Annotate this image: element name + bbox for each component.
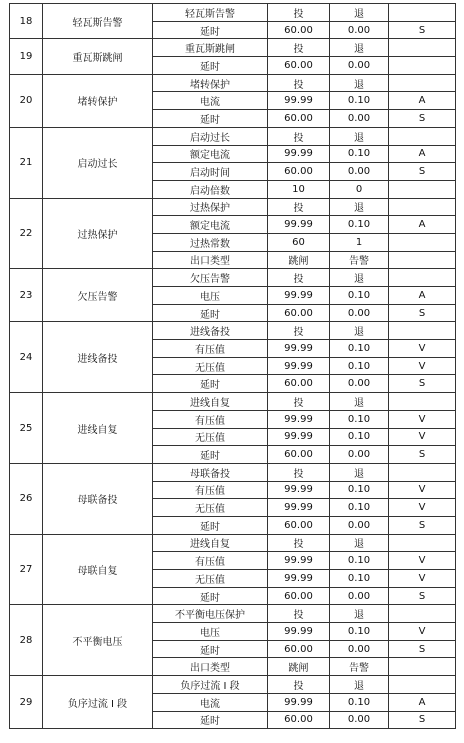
upper-value: 60.00: [268, 57, 330, 75]
unit: V: [389, 428, 456, 446]
unit: [389, 39, 456, 57]
lower-value: 0.00: [330, 110, 389, 128]
lower-value: 0.10: [330, 340, 389, 358]
row-number: 29: [10, 676, 43, 729]
upper-value: 60.00: [268, 640, 330, 658]
param-name: 轻瓦斯告警: [153, 4, 268, 22]
param-name: 电流: [153, 693, 268, 711]
upper-value: 99.99: [268, 340, 330, 358]
unit: [389, 658, 456, 676]
table-row: [10, 322, 456, 340]
lower-value: 0.00: [330, 640, 389, 658]
param-name: 进线自复: [153, 393, 268, 411]
unit: [389, 180, 456, 198]
function-name: 负序过流 I 段: [43, 676, 153, 729]
param-name: 有压值: [153, 410, 268, 428]
lower-value: 0.10: [330, 357, 389, 375]
lower-value: 退: [330, 676, 389, 694]
lower-value: 0.10: [330, 570, 389, 588]
upper-value: 99.99: [268, 623, 330, 641]
param-name: 进线备投: [153, 322, 268, 340]
param-name: 无压值: [153, 357, 268, 375]
unit: [389, 534, 456, 552]
unit: A: [389, 145, 456, 163]
table-row: [10, 676, 456, 694]
row-number: 23: [10, 269, 43, 322]
upper-value: 投: [268, 605, 330, 623]
unit: V: [389, 552, 456, 570]
row-number: 19: [10, 39, 43, 74]
upper-value: 99.99: [268, 287, 330, 305]
upper-value: 99.99: [268, 216, 330, 234]
lower-value: 退: [330, 74, 389, 92]
table-row: [10, 39, 456, 57]
upper-value: 99.99: [268, 570, 330, 588]
lower-value: 0.10: [330, 428, 389, 446]
lower-value: 0.00: [330, 587, 389, 605]
unit: V: [389, 570, 456, 588]
lower-value: 0.00: [330, 163, 389, 181]
upper-value: 99.99: [268, 92, 330, 110]
upper-value: 99.99: [268, 145, 330, 163]
row-number: 26: [10, 463, 43, 534]
param-name: 延时: [153, 21, 268, 39]
unit: S: [389, 110, 456, 128]
lower-value: 0.10: [330, 410, 389, 428]
row-number: 20: [10, 74, 43, 127]
unit: [389, 322, 456, 340]
table-row: [10, 534, 456, 552]
unit: [389, 233, 456, 251]
param-name: 启动过长: [153, 127, 268, 145]
lower-value: 0.10: [330, 693, 389, 711]
table-row: [10, 198, 456, 216]
upper-value: 投: [268, 534, 330, 552]
unit: [389, 251, 456, 269]
param-name: 电压: [153, 623, 268, 641]
upper-value: 投: [268, 463, 330, 481]
lower-value: 0.00: [330, 516, 389, 534]
lower-value: 退: [330, 269, 389, 287]
function-name: 母联备投: [43, 463, 153, 534]
upper-value: 60.00: [268, 163, 330, 181]
function-name: 不平衡电压: [43, 605, 153, 676]
unit: [389, 393, 456, 411]
upper-value: 99.99: [268, 499, 330, 517]
upper-value: 60: [268, 233, 330, 251]
unit: S: [389, 163, 456, 181]
upper-value: 99.99: [268, 357, 330, 375]
param-name: 电压: [153, 287, 268, 305]
table-body: [10, 4, 456, 729]
param-name: 延时: [153, 57, 268, 75]
param-name: 过热常数: [153, 233, 268, 251]
table-row: [10, 463, 456, 481]
lower-value: 退: [330, 39, 389, 57]
function-name: 过热保护: [43, 198, 153, 269]
param-name: 电流: [153, 92, 268, 110]
function-name: 母联自复: [43, 534, 153, 605]
unit: S: [389, 516, 456, 534]
upper-value: 99.99: [268, 428, 330, 446]
lower-value: 1: [330, 233, 389, 251]
function-name: 轻瓦斯告警: [43, 4, 153, 39]
unit: [389, 57, 456, 75]
param-name: 无压值: [153, 499, 268, 517]
param-name: 延时: [153, 587, 268, 605]
lower-value: 告警: [330, 251, 389, 269]
unit: [389, 127, 456, 145]
row-number: 18: [10, 4, 43, 39]
upper-value: 跳闸: [268, 658, 330, 676]
unit: S: [389, 375, 456, 393]
param-name: 过热保护: [153, 198, 268, 216]
upper-value: 60.00: [268, 446, 330, 464]
upper-value: 10: [268, 180, 330, 198]
unit: S: [389, 304, 456, 322]
upper-value: 投: [268, 127, 330, 145]
table-row: [10, 269, 456, 287]
param-name: 延时: [153, 375, 268, 393]
table-row: [10, 4, 456, 22]
unit: S: [389, 711, 456, 729]
param-name: 母联备投: [153, 463, 268, 481]
upper-value: 60.00: [268, 110, 330, 128]
upper-value: 60.00: [268, 587, 330, 605]
upper-value: 99.99: [268, 552, 330, 570]
unit: [389, 74, 456, 92]
param-name: 堵转保护: [153, 74, 268, 92]
unit: [389, 198, 456, 216]
param-name: 额定电流: [153, 216, 268, 234]
function-name: 进线自复: [43, 393, 153, 464]
lower-value: 0.10: [330, 499, 389, 517]
lower-value: 0.10: [330, 92, 389, 110]
unit: V: [389, 357, 456, 375]
lower-value: 0.00: [330, 711, 389, 729]
upper-value: 投: [268, 322, 330, 340]
param-name: 有压值: [153, 552, 268, 570]
upper-value: 60.00: [268, 304, 330, 322]
param-name: 有压值: [153, 340, 268, 358]
unit: A: [389, 92, 456, 110]
upper-value: 投: [268, 393, 330, 411]
param-name: 进线自复: [153, 534, 268, 552]
lower-value: 0.00: [330, 375, 389, 393]
param-name: 无压值: [153, 570, 268, 588]
param-name: 欠压告警: [153, 269, 268, 287]
param-name: 延时: [153, 711, 268, 729]
param-name: 出口类型: [153, 658, 268, 676]
upper-value: 60.00: [268, 375, 330, 393]
param-name: 出口类型: [153, 251, 268, 269]
function-name: 堵转保护: [43, 74, 153, 127]
upper-value: 投: [268, 676, 330, 694]
param-name: 有压值: [153, 481, 268, 499]
lower-value: 退: [330, 322, 389, 340]
lower-value: 0.10: [330, 287, 389, 305]
upper-value: 投: [268, 198, 330, 216]
lower-value: 0.10: [330, 552, 389, 570]
upper-value: 99.99: [268, 481, 330, 499]
unit: V: [389, 499, 456, 517]
param-name: 延时: [153, 110, 268, 128]
lower-value: 退: [330, 605, 389, 623]
param-name: 延时: [153, 446, 268, 464]
lower-value: 退: [330, 534, 389, 552]
unit: V: [389, 340, 456, 358]
unit: S: [389, 640, 456, 658]
upper-value: 60.00: [268, 516, 330, 534]
upper-value: 投: [268, 4, 330, 22]
table-row: [10, 74, 456, 92]
unit: [389, 269, 456, 287]
row-number: 22: [10, 198, 43, 269]
lower-value: 退: [330, 198, 389, 216]
function-name: 启动过长: [43, 127, 153, 198]
function-name: 进线备投: [43, 322, 153, 393]
lower-value: 退: [330, 127, 389, 145]
param-name: 启动时间: [153, 163, 268, 181]
param-name: 重瓦斯跳闸: [153, 39, 268, 57]
unit: [389, 463, 456, 481]
upper-value: 60.00: [268, 711, 330, 729]
function-name: 重瓦斯跳闸: [43, 39, 153, 74]
row-number: 24: [10, 322, 43, 393]
unit: S: [389, 21, 456, 39]
function-name: 欠压告警: [43, 269, 153, 322]
unit: V: [389, 481, 456, 499]
unit: [389, 676, 456, 694]
param-name: 延时: [153, 304, 268, 322]
unit: [389, 4, 456, 22]
upper-value: 跳闸: [268, 251, 330, 269]
param-name: 负序过流 I 段: [153, 676, 268, 694]
upper-value: 99.99: [268, 410, 330, 428]
row-number: 21: [10, 127, 43, 198]
param-name: 启动倍数: [153, 180, 268, 198]
unit: S: [389, 587, 456, 605]
upper-value: 投: [268, 74, 330, 92]
upper-value: 99.99: [268, 693, 330, 711]
param-name: 不平衡电压保护: [153, 605, 268, 623]
lower-value: 退: [330, 4, 389, 22]
upper-value: 投: [268, 269, 330, 287]
param-name: 无压值: [153, 428, 268, 446]
lower-value: 告警: [330, 658, 389, 676]
unit: V: [389, 410, 456, 428]
table-row: [10, 127, 456, 145]
lower-value: 0.10: [330, 216, 389, 234]
lower-value: 退: [330, 463, 389, 481]
protection-settings-table: [9, 3, 456, 729]
unit: A: [389, 287, 456, 305]
lower-value: 0.00: [330, 57, 389, 75]
unit: S: [389, 446, 456, 464]
unit: A: [389, 693, 456, 711]
lower-value: 0.10: [330, 145, 389, 163]
unit: V: [389, 623, 456, 641]
lower-value: 0.00: [330, 21, 389, 39]
lower-value: 0.10: [330, 481, 389, 499]
row-number: 27: [10, 534, 43, 605]
row-number: 28: [10, 605, 43, 676]
table-row: [10, 393, 456, 411]
lower-value: 退: [330, 393, 389, 411]
unit: A: [389, 216, 456, 234]
param-name: 延时: [153, 516, 268, 534]
lower-value: 0.10: [330, 623, 389, 641]
table-row: [10, 605, 456, 623]
unit: [389, 605, 456, 623]
row-number: 25: [10, 393, 43, 464]
upper-value: 60.00: [268, 21, 330, 39]
upper-value: 投: [268, 39, 330, 57]
lower-value: 0.00: [330, 304, 389, 322]
param-name: 额定电流: [153, 145, 268, 163]
lower-value: 0: [330, 180, 389, 198]
param-name: 延时: [153, 640, 268, 658]
lower-value: 0.00: [330, 446, 389, 464]
